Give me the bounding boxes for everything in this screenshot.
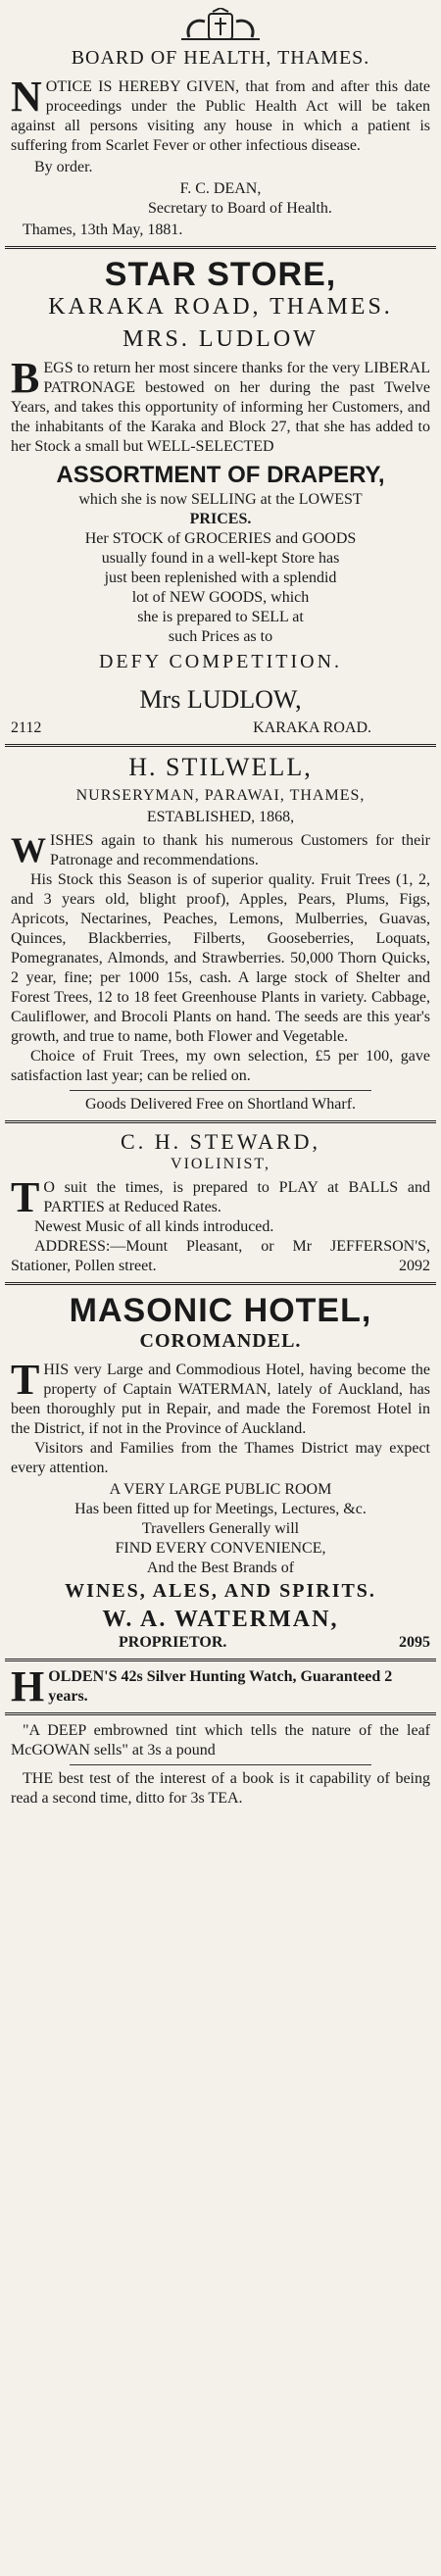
star-sign-name: Mrs LUDLOW, [139,685,302,714]
steward-text: T O suit the times, is prepared to PLAY at BALLS and PARTIES at Reduced Rates. [11,1173,430,1221]
stilwell-dropcap: W [11,830,46,869]
masonic-sign-title: PROPRIETOR. [119,1634,227,1651]
board-title: BOARD OF HEALTH, THAMES. [71,47,370,69]
star-sign-place: KARAKA ROAD. [253,719,371,736]
board-dropcap: N [11,73,42,121]
star-line-8: such Prices as to [168,628,273,645]
board-signer: F. C. DEAN, [179,180,262,197]
board-date: Thames, 13th May, 1881. [23,222,183,238]
holden-dropcap: H [11,1662,45,1710]
divider [70,1090,371,1091]
divider [5,1282,436,1285]
stilwell-subtitle: NURSERYMAN, PARAWAI, THAMES, [75,787,366,804]
star-line-4: usually found in a well-kept Store has [101,550,340,567]
masonic-room-2: Has been fitted up for Meetings, Lectures, &c. [74,1501,367,1517]
steward-ad [5,1129,436,1276]
masonic-trav-1: Travellers Generally will [141,1520,300,1537]
divider [70,1764,371,1765]
stilwell-title: H. STILWELL, [128,753,313,781]
masonic-dropcap: T [11,1356,40,1404]
star-defy: DEFY COMPETITION. [98,651,343,672]
star-assortment: ASSORTMENT OF DRAPERY, [56,462,385,488]
masonic-text: THIS very Large and Commodious Hotel, having become the property of Captain WATERMAN, lately of Auckland, has been thoroughly put in Repair, and made the Foremost Hotel in the District, if not in the Province of Auckland. [11,1356,430,1437]
divider [5,1659,436,1661]
masonic-wines: WINES, ALES, AND SPIRITS. [65,1580,376,1602]
holden-text: HOLDEN'S 42s Silver Hunting Watch, Guaranteed 2 years. [11,1662,393,1710]
steward-title: C. H. STEWARD, [121,1129,320,1154]
steward-music: Newest Music of all kinds introduced. [34,1218,274,1235]
board-signer-title: Secretary to Board of Health. [148,200,332,217]
board-notice-text: NOTICE IS HEREBY GIVEN, that from and after this date proceedings under the Public Health Act will be taken against all persons visiting any house in which a patient is suffering from Scarlet Fever or other infectious disease. [11,73,430,154]
masonic-sign-row [11,1633,430,1653]
star-title: STAR STORE, [104,256,337,293]
divider [5,744,436,747]
stilwell-stock-text: His Stock this Season is of superior quality. Fruit Trees (1, 2, and 3 years old, blight proof), Apples, Pears, Plums, Figs, Apricots, Nectarines, Peaches, Lemons, Mulberries, Guavas, Quinces, Blackberries, Filberts, Gooseberries, Loquats, Pomegranates, Almonds, and Strawberries. 50,000 Thorn Quicks, 2 year, fine; per 1000 15s, cash. A large stock of Shelter and Forest Trees, 12 to 18 feet Greenhouse Plants in variety. Cabbage, Cauliflower, and Brocoli Plants on hand. The seeds are this year's growth, and true to name, both Flower and Vegetable. [11,871,430,1045]
masonic-sign-name: W. A. WATERMAN, [102,1607,339,1632]
star-dropcap: B [11,354,40,402]
masonic-room-1: A VERY LARGE PUBLIC ROOM [109,1481,332,1498]
star-sign-number: 2112 [11,719,42,736]
star-line-2: PRICES. [189,511,252,527]
stilwell-footer: Goods Delivered Free on Shortland Wharf. [84,1096,357,1113]
star-line-5: just been replenished with a splendid [104,570,337,586]
stilwell-intro: WISHES again to thank his numerous Customers for their Patronage and recommendations. [11,830,430,869]
divider [5,246,436,249]
star-line-3: Her STOCK of GROCERIES and GOODS [84,530,357,547]
masonic-trav-3: And the Best Brands of [146,1560,295,1576]
star-line-1: which she is now SELLING at the LOWEST [78,491,363,508]
divider [5,1120,436,1123]
masonic-visitors: Visitors and Families from the Thames District may expect every attention. [11,1440,430,1476]
stilwell-established: ESTABLISHED, 1868, [146,809,295,825]
holden-ad [5,1662,436,1710]
steward-subtitle: VIOLINIST, [171,1156,270,1172]
steward-number: 2092 [399,1258,430,1274]
star-proprietor: MRS. LUDLOW [122,326,318,352]
masonic-trav-2: FIND EVERY CONVENIENCE, [115,1540,326,1557]
star-sign-row [11,718,430,738]
tea-test: THE best test of the interest of a book is it capability of being read a second time, ditto for 3s TEA. [11,1770,430,1807]
divider [5,1712,436,1715]
tea-quote: "A DEEP embrowned tint which tells the nature of the leaf McGOWAN sells" at 3s a pound [11,1722,430,1759]
masonic-number: 2095 [399,1634,430,1651]
star-store-ad [5,255,436,738]
star-line-6: lot of NEW GOODS, which [131,589,310,606]
star-text: BEGS to return her most sincere thanks for the very LIBERAL PATRONAGE bestowed on her during the past Twelve Years, and takes this opportunity of informing her Customers, and the inhabitants of the Karaka and Block 27, that she has added to her Stock a small but WELL-SELECTED [11,354,430,455]
board-of-health-notice [5,8,436,240]
board-by-order: By order. [34,159,93,175]
stilwell-choice: Choice of Fruit Trees, my own selection, £5 per 100, gave satisfaction last year; can be relied on. [11,1048,430,1084]
star-line-7: she is prepared to SELL at [137,609,304,625]
masonic-subtitle: COROMANDEL. [139,1330,302,1352]
masonic-hotel-ad [5,1291,436,1653]
tea-ad [5,1721,436,1808]
stilwell-ad [5,753,436,1115]
masonic-title: MASONIC HOTEL, [69,1292,372,1329]
steward-dropcap: T [11,1173,40,1221]
steward-address: ADDRESS:—Mount Pleasant, or Mr JEFFERSON'S, Stationer, Pollen street. 2092 [11,1238,430,1274]
star-subtitle: KARAKA ROAD, THAMES. [48,294,393,320]
newspaper-column [5,0,436,1808]
royal-crest-icon [172,8,270,41]
